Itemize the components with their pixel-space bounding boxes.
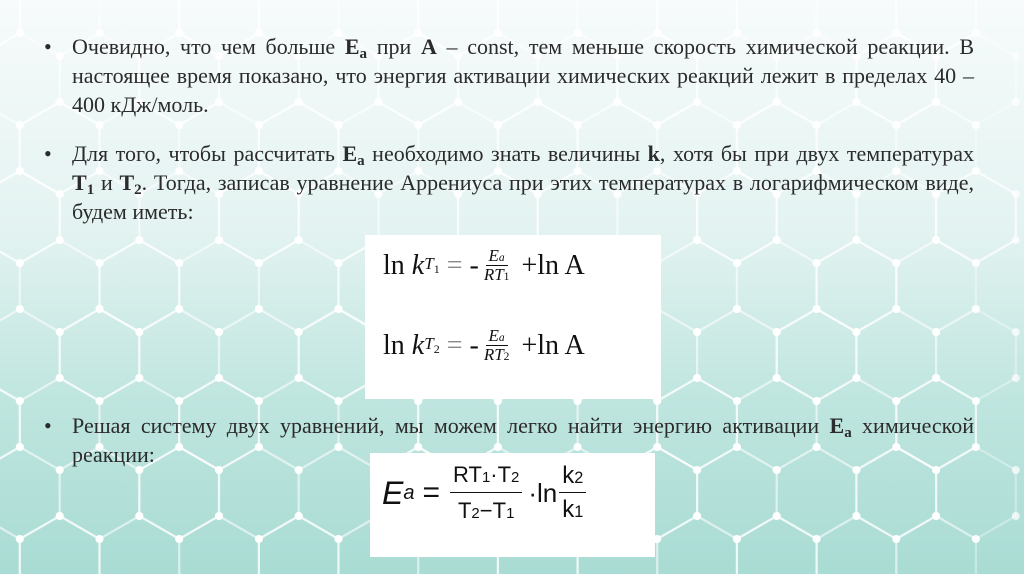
den-index: 1 [503,269,510,283]
formula-activation-energy-box [370,453,655,557]
ln-symbol: ln [383,249,405,281]
atom-node [335,259,343,267]
hexagon-shape [0,516,20,574]
minus: − [479,498,493,524]
text-run: , хотя бы при двух температурах [659,141,974,166]
bullet-glyph: • [44,141,52,166]
num-E: E [488,246,499,265]
atom-node [96,535,104,543]
hexagon-shape [817,240,897,332]
bullet-item-2 [44,139,974,226]
symbol-subscript: a [359,46,368,62]
bold-symbol: T [119,170,135,195]
atom-node [892,397,900,405]
atom-node [972,535,980,543]
formula-arrhenius-log-box [365,235,661,399]
atom-node [972,121,980,129]
hexagon-shape [179,516,259,574]
bullet-text-2 [72,139,974,226]
num-a: a [498,251,505,264]
symbol-subscript: 1 [86,182,95,198]
hexagon-shape [896,516,976,574]
fraction-ea-rt1 [481,247,513,285]
hexagon-shape [657,516,737,574]
atom-node [733,259,741,267]
k-symbol: k [411,329,425,361]
atom-node [16,259,24,267]
atom-node [1012,236,1020,244]
hexagon-shape [657,240,737,332]
atom-node [852,374,860,382]
atom-node [295,512,303,520]
hexagon-shape [817,516,897,574]
num-RT: RT [453,462,482,488]
fraction-rt1t2 [450,463,522,523]
atom-node [892,305,900,313]
atom-node [574,121,582,129]
hexagon-shape [856,309,936,401]
atom-node [733,121,741,129]
bold-symbol: E [829,413,845,438]
symbol-subscript: a [844,425,852,441]
hexagon-shape [60,309,140,401]
atom-node [56,236,64,244]
atom-node [1012,512,1020,520]
atom-node [16,29,24,37]
atom-node [693,512,701,520]
atom-node [1012,190,1020,198]
den-index-1: 1 [506,505,515,523]
k2-index: 2 [574,469,584,487]
atom-node [16,167,24,175]
atom-node [295,328,303,336]
atom-node [255,397,263,405]
hexagon-shape [259,516,339,574]
atom-node [813,397,821,405]
text-run: Для того, чтобы рассчитать [72,141,343,166]
atom-node [773,512,781,520]
index-2: 2 [433,342,440,357]
atom-node [852,328,860,336]
atom-node [255,305,263,313]
k-symbol: k [411,249,425,281]
minus-sign: - [469,329,479,361]
bold-symbol: E [342,141,358,166]
atom-node [693,328,701,336]
hexagon-shape [179,240,259,332]
atom-node [932,374,940,382]
atom-node [733,305,741,313]
E-symbol: E [382,474,404,511]
plus-ln-A: +ln A [521,249,585,281]
minus-sign: - [469,249,479,281]
atom-node [892,259,900,267]
atom-node [335,535,343,543]
den-T2: T [457,498,472,524]
atom-node [215,236,223,244]
atom-node [335,397,343,405]
atom-node [175,397,183,405]
hexagon-shape [737,516,817,574]
hexagon-shape [259,240,339,332]
fraction-k2-k1 [559,463,586,524]
num-index-2: 2 [511,469,520,487]
equals-sign: = [446,249,463,281]
atom-node [16,121,24,129]
atom-node [56,328,64,336]
T-sub: T [424,334,434,354]
atom-node [295,236,303,244]
bold-symbol: A [420,34,437,59]
atom-node [16,443,24,451]
atom-node [693,236,701,244]
atom-node [852,512,860,520]
fraction-ea-rt2 [481,327,513,365]
text-run: Очевидно, что чем больше [72,34,345,59]
hexagon-shape [896,240,976,332]
atom-node [175,259,183,267]
atom-node [335,305,343,313]
atom-node [255,121,263,129]
atom-node [215,512,223,520]
num-index-1: 1 [481,469,491,487]
atom-node [135,236,143,244]
hexagon-shape [20,516,100,574]
atom-node [135,512,143,520]
plus-ln-A: +ln A [521,329,585,361]
text-run: при [367,34,421,59]
text-run: – const, тем меньше скорость химической реакции. В настоящее время показано, что энергия активации химических реакций лежит в пределах 40 – 400 кДж/моль. [72,34,975,117]
k2: k [562,462,575,489]
atom-node [773,374,781,382]
atom-node [773,328,781,336]
hexagon-shape [697,309,777,401]
hexagon-shape [139,309,219,401]
atom-node [852,236,860,244]
atom-node [932,236,940,244]
atom-node [56,512,64,520]
atom-node [255,535,263,543]
atom-node [215,374,223,382]
num-a: a [498,331,505,344]
num-T: T [497,462,512,488]
atom-node [932,328,940,336]
formula-line-t1 [383,247,585,285]
atom-node [215,328,223,336]
atom-node [175,535,183,543]
ln-symbol: ln [383,329,405,361]
atom-node [972,397,980,405]
equals-sign: = [422,476,440,510]
den-T1: T [492,498,507,524]
atom-node [135,374,143,382]
index-1: 1 [433,262,440,277]
hexagon-shape [737,240,817,332]
den-index-2: 2 [471,505,480,523]
hexagon-shape [100,240,180,332]
atom-node [972,259,980,267]
T-sub: T [424,254,434,274]
text-run: и [94,170,120,195]
k1-index: 1 [574,503,584,522]
bullet-item-1 [44,32,974,119]
atom-node [653,121,661,129]
den-index: 2 [503,349,510,363]
atom-node [295,374,303,382]
den-RT: RT [483,264,504,284]
bold-symbol: E [344,34,360,59]
atom-node [135,328,143,336]
hexagon-shape [20,240,100,332]
dot-ln: ·ln [528,477,558,508]
equals-sign: = [446,329,463,361]
atom-node [813,305,821,313]
atom-node [1012,374,1020,382]
atom-node [1012,466,1020,474]
text-run: необходимо знать величины [364,141,648,166]
formula-line-t2 [383,327,585,365]
text-run: . Тогда, записав уравнение Аррениуса при этих температурах в логарифмическом виде, будем иметь: [72,170,975,224]
atom-node [16,397,24,405]
atom-node [1012,98,1020,106]
bullet-glyph: • [44,413,52,438]
bullet-glyph: • [44,34,52,59]
atom-node [813,535,821,543]
atom-node [335,121,343,129]
formula-ea [382,463,588,524]
atom-node [96,121,104,129]
atom-node [255,259,263,267]
hexagon-shape [0,0,20,56]
hexagon-shape [936,309,1016,401]
hexagon-shape [777,309,857,401]
atom-node [972,305,980,313]
hexagon-shape [0,309,60,401]
atom-node [175,121,183,129]
k1: k [562,496,575,524]
hexagon-shape [219,309,299,401]
text-run: Решая систему двух уравнений, мы можем легко найти энергию активации [72,413,830,438]
bold-symbol: T [72,170,87,195]
dot: · [490,462,498,488]
atom-node [16,535,24,543]
atom-node [733,535,741,543]
atom-node [494,121,502,129]
atom-node [733,397,741,405]
atom-node [16,305,24,313]
text-run: химической реакции: [72,413,974,467]
atom-node [56,374,64,382]
a-index: a [403,481,415,504]
atom-node [693,374,701,382]
atom-node [813,259,821,267]
atom-node [813,121,821,129]
atom-node [175,305,183,313]
atom-node [96,397,104,405]
atom-node [1012,52,1020,60]
atom-node [1012,328,1020,336]
num-E: E [488,326,499,345]
symbol-subscript: a [357,153,365,169]
atom-node [96,259,104,267]
atom-node [773,236,781,244]
bullet-text-1 [72,32,974,119]
den-RT: RT [483,344,504,364]
bold-symbol: k [647,141,660,166]
atom-node [414,121,422,129]
atom-node [892,535,900,543]
atom-node [892,121,900,129]
atom-node [96,305,104,313]
symbol-subscript: 2 [134,182,142,198]
atom-node [932,512,940,520]
hexagon-shape [100,516,180,574]
